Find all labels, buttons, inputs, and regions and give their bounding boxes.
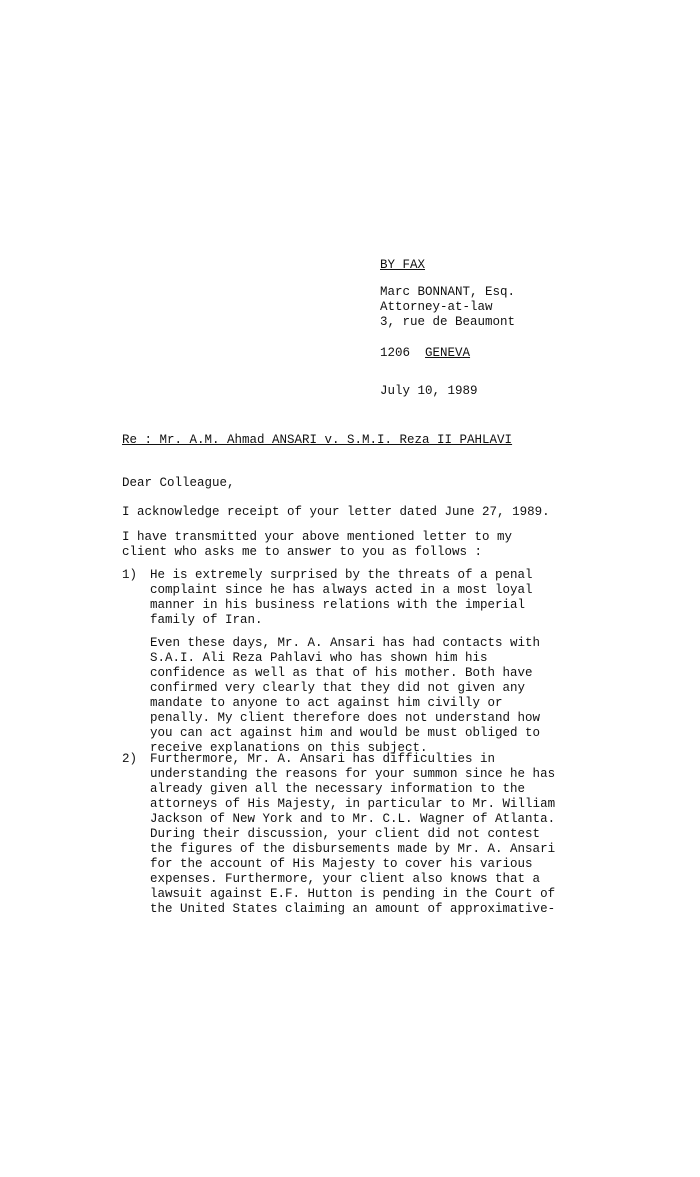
item-2-body bbox=[150, 752, 600, 917]
salutation: Dear Colleague, bbox=[122, 476, 235, 490]
recipient-city-line bbox=[380, 346, 640, 361]
paragraph-line: confirmed very clearly that they did not given any bbox=[150, 681, 526, 695]
recipient-address-block bbox=[380, 258, 640, 361]
paragraph-line: for the account of His Majesty to cover his various bbox=[150, 857, 533, 871]
paragraph-line: lawsuit against E.F. Hutton is pending in the Court of bbox=[150, 887, 556, 901]
item-number: 2) bbox=[122, 752, 138, 766]
paragraph-line: understanding the reasons for your summon since he has bbox=[150, 767, 556, 781]
paragraph-line: expenses. Furthermore, your client also knows that a bbox=[150, 872, 541, 886]
paragraph-line: Even these days, Mr. A. Ansari has had contacts with bbox=[150, 636, 541, 650]
paragraph-line: During their discussion, your client did not contest bbox=[150, 827, 541, 841]
paragraph-line: attorneys of His Majesty, in particular to Mr. William bbox=[150, 797, 556, 811]
paragraph-line: penally. My client therefore does not understand how bbox=[150, 711, 541, 725]
paragraph-line: Jackson of New York and to Mr. C.L. Wagner of Atlanta. bbox=[150, 812, 556, 826]
postal-code: 1206 bbox=[380, 346, 411, 360]
transmittal-paragraph bbox=[122, 530, 592, 560]
paragraph-line: He is extremely surprised by the threats of a penal bbox=[150, 568, 533, 582]
item-1-body bbox=[150, 568, 600, 628]
paragraph-line: client who asks me to answer to you as follows : bbox=[122, 545, 483, 559]
paragraph-line: confidence as well as that of his mother. Both have bbox=[150, 666, 533, 680]
paragraph-line: complaint since he has always acted in a most loyal bbox=[150, 583, 533, 597]
intro-paragraph-line: I acknowledge receipt of your letter dated June 27, 1989. bbox=[122, 505, 550, 519]
by-fax-heading: BY FAX bbox=[380, 258, 426, 272]
recipient-street: 3, rue de Beaumont bbox=[380, 315, 516, 329]
recipient-title: Attorney-at-law bbox=[380, 300, 493, 314]
subject-line: Re : Mr. A.M. Ahmad ANSARI v. S.M.I. Reza II PAHLAVI bbox=[122, 433, 513, 447]
intro-paragraph bbox=[122, 505, 592, 520]
paragraph-line: the figures of the disbursements made by Mr. A. Ansari bbox=[150, 842, 556, 856]
paragraph-line: S.A.I. Ali Reza Pahlavi who has shown him his bbox=[150, 651, 488, 665]
item-1-followup bbox=[150, 636, 600, 756]
paragraph-line: you can act against him and would be must obliged to bbox=[150, 726, 541, 740]
item-number: 1) bbox=[122, 568, 138, 582]
letter-date: July 10, 1989 bbox=[380, 384, 478, 398]
recipient-name: Marc BONNANT, Esq. bbox=[380, 285, 516, 299]
paragraph-line: the United States claiming an amount of approximative- bbox=[150, 902, 556, 916]
paragraph-line: already given all the necessary information to the bbox=[150, 782, 526, 796]
paragraph-line: manner in his business relations with the imperial bbox=[150, 598, 526, 612]
paragraph-line: I have transmitted your above mentioned letter to my bbox=[122, 530, 513, 544]
city-name: GENEVA bbox=[425, 346, 471, 360]
paragraph-line: Furthermore, Mr. A. Ansari has difficulties in bbox=[150, 752, 496, 766]
paragraph-line: receive explanations on this subject. bbox=[150, 741, 428, 755]
paragraph-line: family of Iran. bbox=[150, 613, 263, 627]
paragraph-line: mandate to anyone to act against him civilly or bbox=[150, 696, 503, 710]
